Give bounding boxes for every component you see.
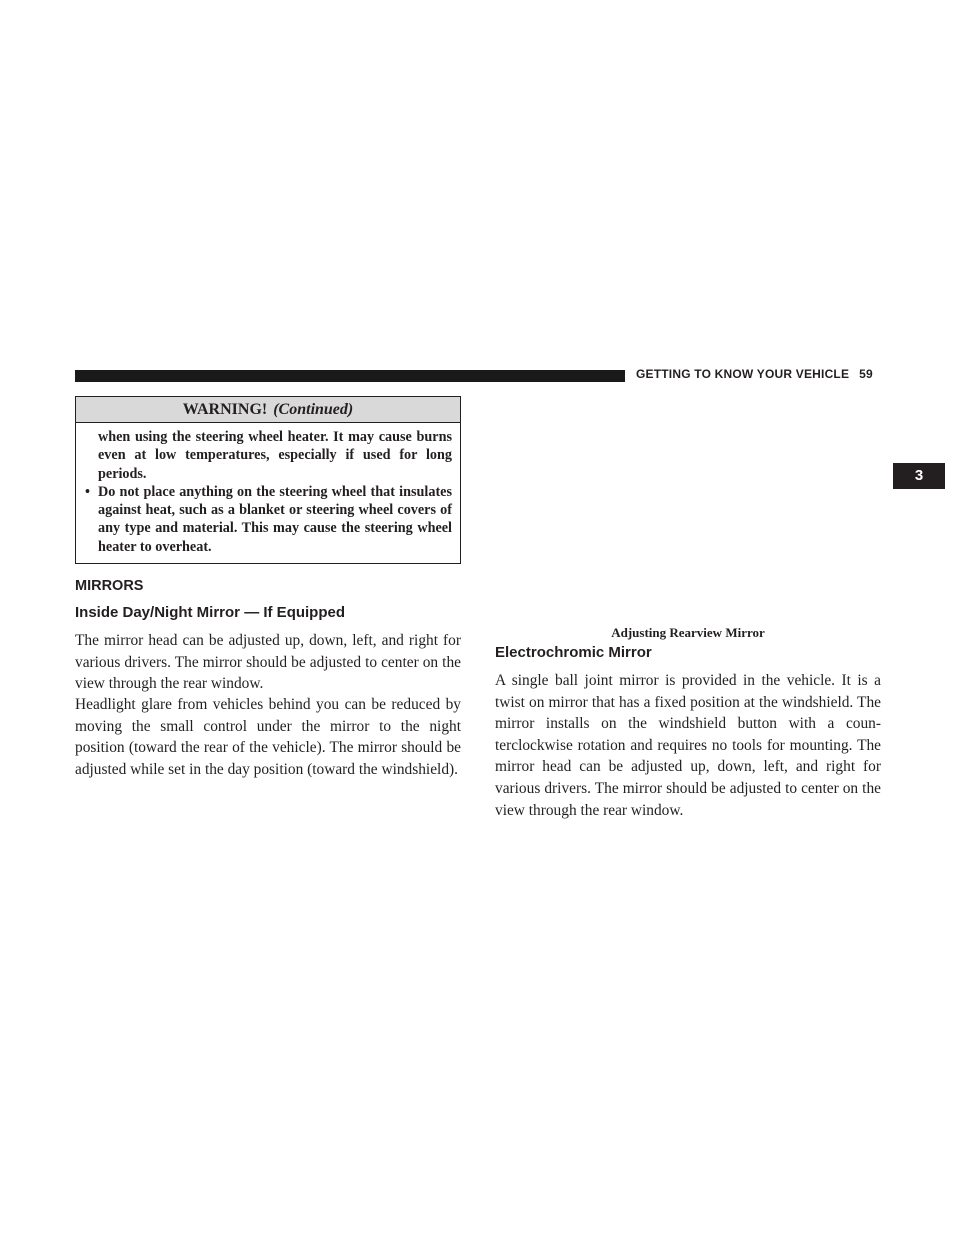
running-header bbox=[636, 367, 886, 381]
warning-label: WARNING! bbox=[182, 401, 268, 418]
page-number: 59 bbox=[859, 367, 873, 381]
chapter-tab: 3 bbox=[893, 463, 945, 489]
header-rule bbox=[75, 370, 625, 382]
warning-bullet-item bbox=[85, 483, 452, 556]
inside-mirror-paragraph-1: The mirror head can be adjusted up, down, left, and right for various drivers. The mirror should be adjusted to center on the view through the rear window. bbox=[75, 632, 461, 693]
electrochromic-paragraph: A single ball joint mirror is provided in the vehicle. It is a twist on mirror that has a fixed position at the windshield. The mirror installs on the windshield button with a coun-terclockwise rotation and requires no tools for mounting. The mirror head can be adjusted up, down, left, and right for various drivers. The mirror should be adjusted to center on the view through the rear window. bbox=[495, 672, 881, 819]
figure-caption: Adjusting Rearview Mirror bbox=[611, 625, 765, 640]
header-section-title: GETTING TO KNOW YOUR VEHICLE bbox=[636, 367, 850, 381]
warning-header bbox=[76, 397, 460, 423]
warning-continued: (Continued) bbox=[273, 401, 354, 418]
warning-body bbox=[76, 423, 460, 556]
section-title-mirrors: MIRRORS bbox=[75, 578, 144, 594]
bullet-icon: • bbox=[85, 483, 90, 500]
warning-box bbox=[75, 396, 461, 564]
subsection-title-inside-mirror: Inside Day/Night Mirror — If Equipped bbox=[75, 604, 346, 621]
warning-continuation-text: when using the steering wheel heater. It may cause burns even at low temperatures, especially if used for long periods. bbox=[98, 429, 452, 482]
subsection-title-electrochromic: Electrochromic Mirror bbox=[495, 644, 652, 661]
warning-bullet-text: Do not place anything on the steering wheel that insulates against heat, such as a blanket or steering wheel covers of any type and material. This may cause the steering wheel heater to overheat. bbox=[98, 483, 452, 555]
inside-mirror-paragraph-2: Headlight glare from vehicles behind you can be reduced by moving the small control under the mirror to the night position (toward the rear of the vehicle). The mirror should be adjusted while set in the day position (toward the windshield). bbox=[75, 696, 461, 778]
